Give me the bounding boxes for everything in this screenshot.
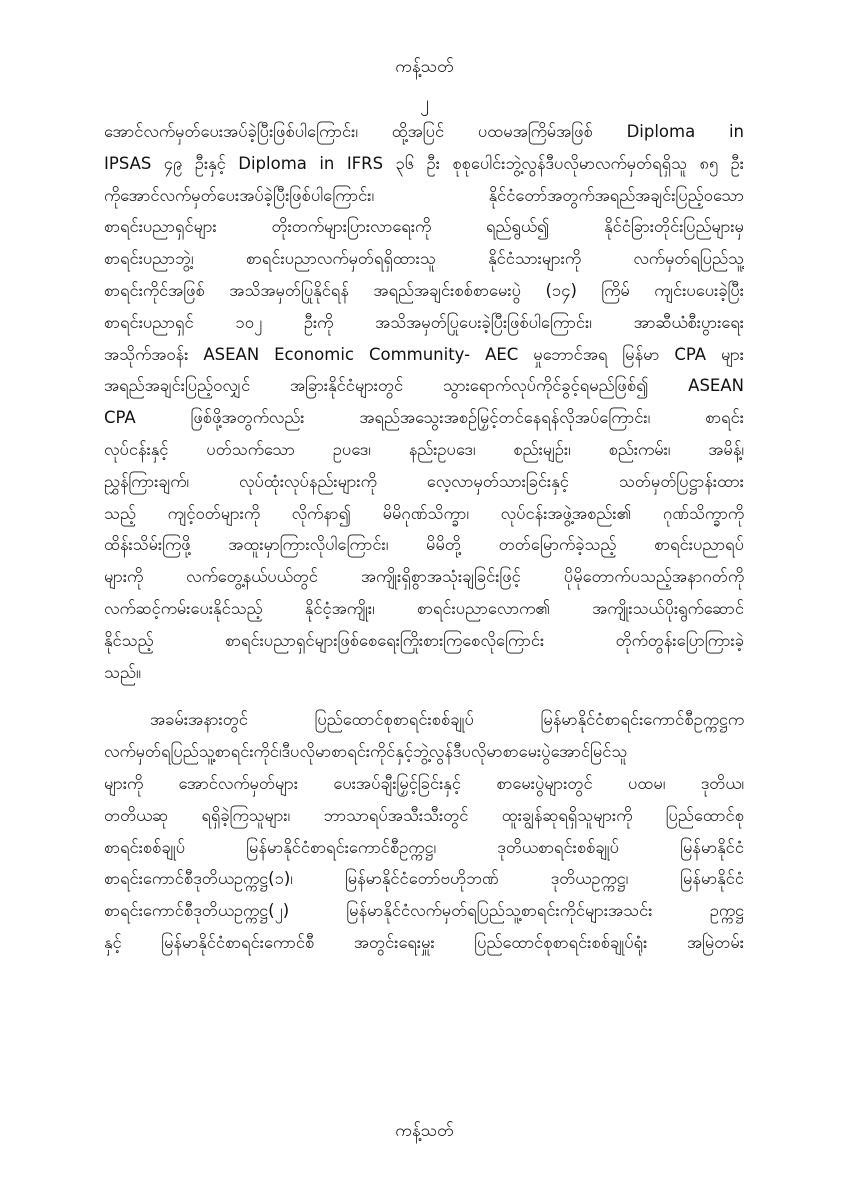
text-line: နိုင်သည့် စာရင်းပညာရှင်များဖြစ်စေရေးကြိုးစားကြစေလိုကြောင်း တိုက်တွန်းပြောကြားခဲ့ (104, 630, 744, 650)
text-line: စာရင်းစစ်ချုပ် မြန်မာနိုင်ငံစာရင်းကောင်စီဥက္ကဋ္ဌ၊ ဒုတိယစာရင်းစစ်ချုပ် မြန်မာနိုင်ငံ (104, 837, 744, 857)
document-body (104, 116, 744, 959)
text-line: နှင့် မြန်မာနိုင်ငံစာရင်းကောင်စီ အတွင်းရေးမှူး ပြည်ထောင်စုစာရင်းစစ်ချုပ်ရုံး အမြဲတမ်း (104, 932, 744, 952)
text-line: ထိန်းသိမ်းကြဖို့ အထူးမှာကြားလိုပါကြောင်း၊ မိမိတို့ တတ်မြောက်ခဲ့သည့် စာရင်းပညာရပ် (104, 535, 744, 555)
text-line: ကိုအောင်လက်မှတ်ပေးအပ်ခဲ့ပြီးဖြစ်ပါကြောင်း၊ နိုင်ငံတော်အတွက်အရည်အချင်းပြည့်ဝသော (104, 185, 744, 205)
text-line: စာရင်းကောင်စီဒုတိယဥက္ကဋ္ဌ(၂) မြန်မာနိုင်ငံလက်မှတ်ရပြည်သူ့စာရင်းကိုင်များအသင်း ဥက္ကဋ္ဌ (104, 901, 744, 921)
text-line: များကို လက်တွေ့နယ်ပယ်တွင် အကျိုးရှိစွာအသုံးချခြင်းဖြင့် ပိုမိုတောက်ပသည့်အနာဂတ်ကို (104, 567, 744, 587)
text-line: CPA ဖြစ်ဖို့အတွက်လည်း အရည်အသွေးအစဉ်မြှင့်တင်နေရန်လိုအပ်ကြောင်း၊ စာရင်း (104, 408, 744, 428)
text-line: များကို အောင်လက်မှတ်များ ပေးအပ်ချီးမြှင့်ခြင်းနှင့် စာမေးပွဲများတွင် ပထမ၊ ဒုတိယ၊ (104, 773, 744, 793)
page-number: ၂ (420, 92, 429, 113)
text-line: အရည်အချင်းပြည့်ဝလျှင် အခြားနိုင်ငံများတွင် သွားရောက်လုပ်ကိုင်ခွင့်ရမည်ဖြစ်၍ ASEAN (104, 376, 744, 396)
text-line: အခမ်းအနားတွင် ပြည်ထောင်စုစာရင်းစစ်ချုပ် မြန်မာနိုင်ငံစာရင်းကောင်စီဥက္ကဋ္ဌက (150, 710, 744, 730)
paragraph-1 (104, 116, 744, 688)
text-line: သည်။ (104, 662, 141, 682)
text-line: ညွှန်ကြားချက်၊ လုပ်ထုံးလုပ်နည်းများကို လေ့လာမှတ်သားခြင်းနှင့် သတ်မှတ်ပြဋ္ဌာန်းထား (104, 471, 744, 491)
text-line: စာရင်းကောင်စီဒုတိယဥက္ကဋ္ဌ(၁)၊ မြန်မာနိုင်ငံတော်ဗဟိုဘဏ် ဒုတိယဥက္ကဋ္ဌ၊ မြန်မာနိုင်ငံ (104, 869, 744, 889)
text-line: စာရင်းပညာရှင် ၁၀၂ ဦးကို အသိအမှတ်ပြုပေးခဲ့ပြီးဖြစ်ပါကြောင်း၊ အာဆီယံစီးပွားရေး (104, 312, 744, 332)
text-line: အောင်လက်မှတ်ပေးအပ်ခဲ့ပြီးဖြစ်ပါကြောင်း၊ ထို့အပြင် ပထမအကြိမ်အဖြစ် Diploma in (104, 122, 744, 141)
text-line: IPSAS ၄၉ ဦးနှင့် Diploma in IFRS ၃၆ ဦး စုစုပေါင်းဘွဲ့လွန်ဒီပလိုမာလက်မှတ်ရရှိသူ ၈၅ ဦး (104, 153, 744, 173)
page-footer-classification: ကန့်သတ် (395, 1121, 454, 1141)
text-line: စာရင်းပညာရှင်များ တိုးတက်များပြားလာရေးကို ရည်ရွယ်၍ နိုင်ငံခြားတိုင်းပြည်များမှ (104, 217, 744, 237)
text-line: အသိုက်အဝန်း ASEAN Economic Community- AEC မှုဘောင်အရ မြန်မာ CPA များ (104, 344, 744, 364)
text-line: လုပ်ငန်းနှင့် ပတ်သက်သော ဥပဒေ၊ နည်းဥပဒေ၊ စည်းမျဉ်း၊ စည်းကမ်း၊ အမိန့်၊ (104, 439, 744, 459)
text-line: စာရင်းကိုင်အဖြစ် အသိအမှတ်ပြုနိုင်ရန် အရည်အချင်းစစ်စာမေးပွဲ (၁၄) ကြိမ် ကျင်းပပေးခဲ့ပြီး (104, 280, 744, 300)
text-line: သည့် ကျင့်ဝတ်များကို လိုက်နာ၍ မိမိဂုဏ်သိက္ခာ၊ လုပ်ငန်းအဖွဲ့အစည်း၏ ဂုဏ်သိက္ခာကို (104, 503, 744, 523)
paragraph-2 (104, 704, 744, 958)
text-line: လက်မှတ်ရပြည်သူ့စာရင်းကိုင်၊ဒီပလိုမာစာရင်းကိုင်နှင့်ဘွဲ့လွန်ဒီပလိုမာစာမေးပွဲအောင်မြင်သူ (104, 742, 628, 762)
text-line: လက်ဆင့်ကမ်းပေးနိုင်သည့် နိုင်ငံ့အကျိုး၊ စာရင်းပညာလောက၏ အကျိုးသယ်ပိုးရွက်ဆောင် (104, 598, 744, 618)
text-line: စာရင်းပညာဘွဲ့၊ စာရင်းပညာလက်မှတ်ရရှိထားသူ နိုင်ငံသားများကို လက်မှတ်ရပြည်သူ့ (104, 249, 744, 269)
text-line: တတိယဆု ရရှိခဲ့ကြသူများ၊ ဘာသာရပ်အသီးသီးတွင် ထူးချွန်ဆုရရှိသူများကို ပြည်ထောင်စု (104, 805, 744, 825)
page-header-classification: ကန့်သတ် (395, 57, 454, 77)
